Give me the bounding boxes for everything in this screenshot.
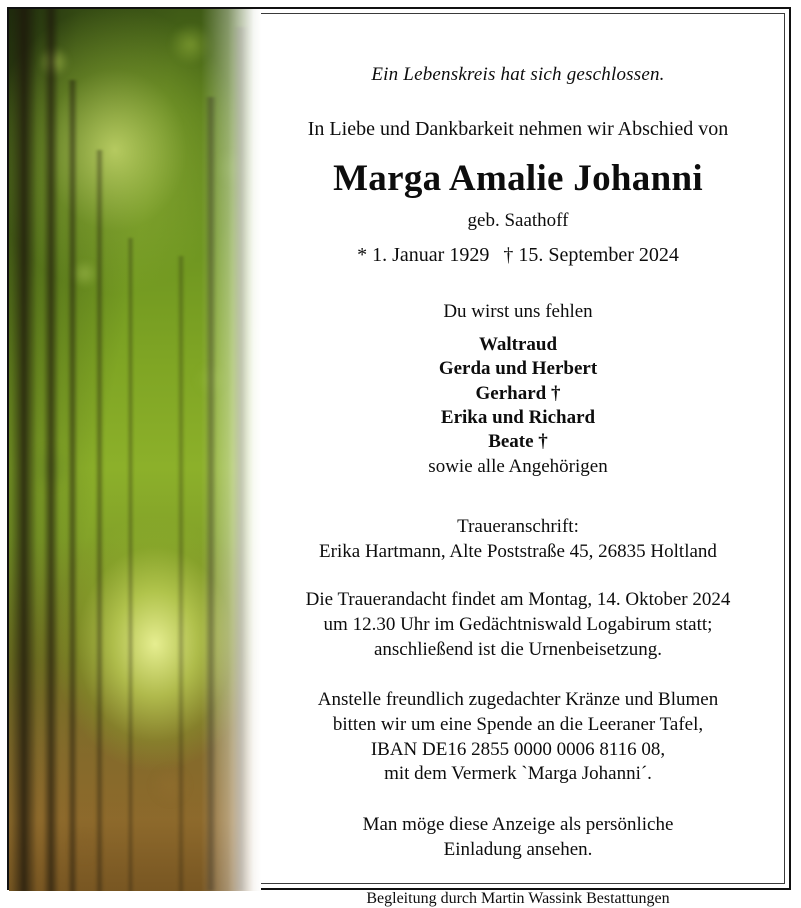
photo-edge-fade	[201, 9, 261, 891]
life-dates	[262, 244, 774, 267]
notice-text-column	[262, 22, 774, 908]
donation-iban: IBAN DE16 2855 0000 0006 8116 08,	[370, 738, 666, 760]
tree-trunk	[43, 9, 59, 891]
donation-block	[262, 688, 774, 787]
intro-line: In Liebe und Dankbarkeit nehmen wir Abschied von	[307, 118, 729, 140]
birth-date: * 1. Januar 1929	[357, 244, 490, 266]
motto-line: Ein Lebenskreis hat sich geschlossen.	[371, 64, 665, 85]
donation-line-1: Anstelle freundlich zugedachter Kränze und Blumen	[317, 689, 719, 711]
address-line: Erika Hartmann, Alte Poststraße 45, 26835 Holtland	[319, 540, 717, 562]
mourner-name: Waltraud	[478, 334, 558, 355]
maiden-name: geb. Saathoff	[467, 210, 569, 231]
tree-trunk	[127, 238, 134, 891]
miss-line: Du wirst uns fehlen	[443, 301, 593, 322]
mourner-name: Gerhard †	[475, 382, 561, 404]
donation-reference: mit dem Vermerk `Marga Johanni´.	[384, 763, 652, 785]
donation-line-2: bitten wir um eine Spende an die Leeraner Tafel,	[332, 714, 704, 735]
service-line-1: Die Trauerandacht findet am Montag, 14. Oktober 2024	[305, 589, 731, 611]
service-line-3: anschließend ist die Urnenbeisetzung.	[373, 638, 663, 660]
mourner-name: Erika und Richard	[440, 406, 596, 428]
mourner-name: Beate †	[488, 431, 548, 453]
tree-trunk	[67, 80, 78, 891]
tree-trunk	[177, 256, 185, 891]
mourning-address-block	[262, 515, 774, 564]
tree-trunk	[11, 9, 37, 891]
mourner-name: Gerda und Herbert	[438, 358, 598, 380]
invitation-line-1: Man möge diese Anzeige als persönliche	[362, 814, 674, 836]
address-heading: Traueranschrift:	[457, 515, 579, 537]
invitation-block	[262, 813, 774, 862]
forest-path-photo	[9, 9, 261, 891]
mourners-list	[262, 333, 774, 479]
tree-trunk	[95, 150, 104, 891]
funeral-home-credit: Begleitung durch Martin Wassink Bestattungen	[366, 890, 670, 908]
deceased-name: Marga Amalie Johanni	[333, 158, 703, 199]
death-date: † 15. September 2024	[503, 244, 679, 266]
invitation-line-2: Einladung ansehen.	[443, 838, 593, 860]
service-line-2: um 12.30 Uhr im Gedächtniswald Logabirum statt;	[323, 613, 713, 635]
service-details-block	[262, 588, 774, 662]
mourner-relatives-line: sowie alle Angehörigen	[428, 455, 608, 477]
